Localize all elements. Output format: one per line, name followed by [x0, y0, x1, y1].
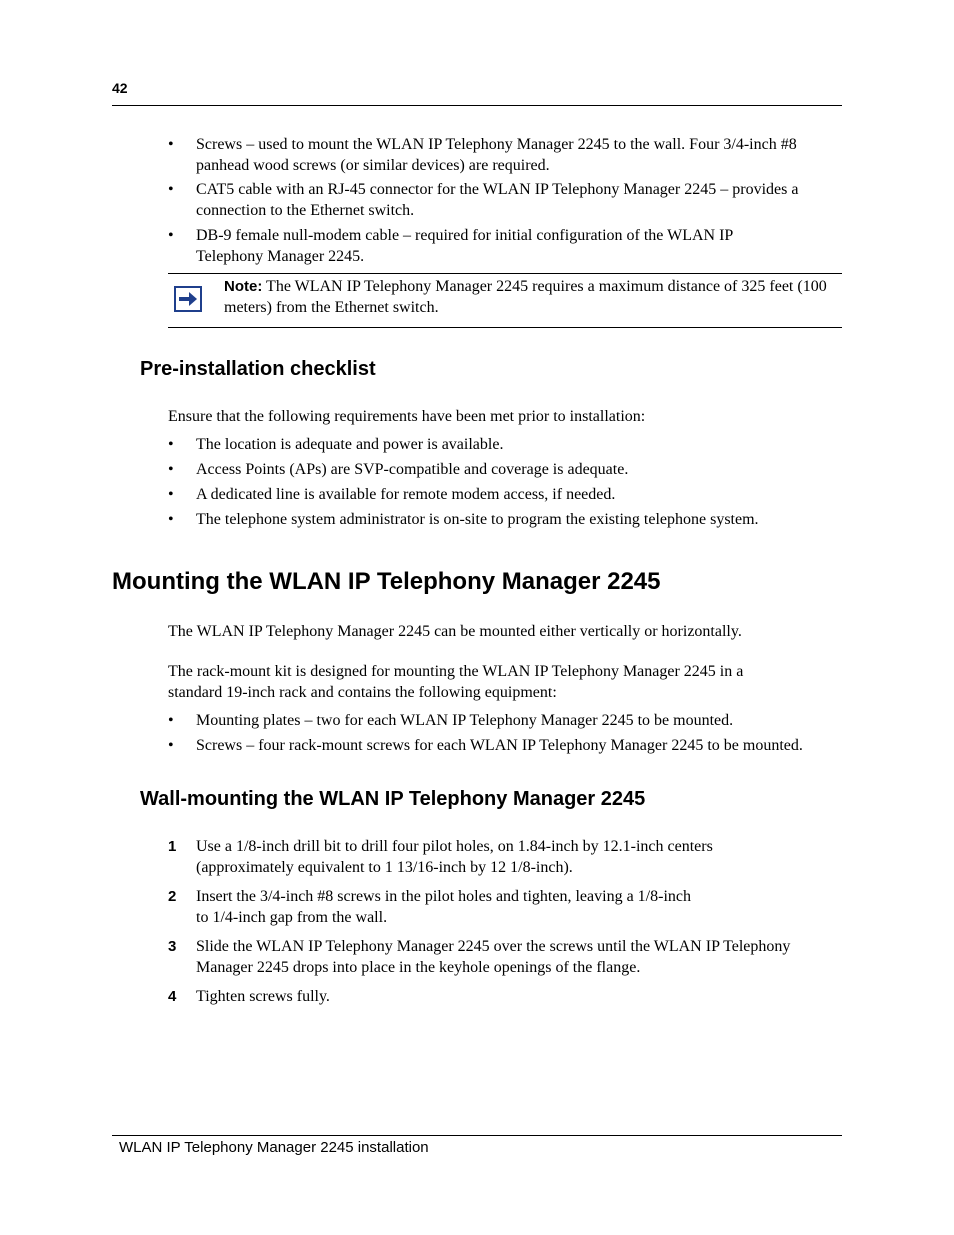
footer-title: WLAN IP Telephony Manager 2245 installation	[119, 1139, 429, 1156]
header-rule	[112, 105, 842, 106]
list-item: • Mounting plates – two for each WLAN IP Telephony Manager 2245 to be mounted.	[168, 710, 842, 731]
list-item: • DB-9 female null-modem cable – required for initial configuration of the WLAN IP Telephony Manager 2245.	[168, 225, 756, 267]
step-text: Slide the WLAN IP Telephony Manager 2245 over the screws until the WLAN IP Telephony Manager 2245 drops into place in the keyhole openings of the flange.	[196, 938, 791, 976]
list-item: • Screws – four rack-mount screws for each WLAN IP Telephony Manager 2245 to be mounted.	[168, 735, 842, 756]
rack-kit-list	[168, 710, 842, 756]
step-item	[168, 886, 696, 928]
list-item: • CAT5 cable with an RJ-45 connector for the WLAN IP Telephony Manager 2245 – provides a connection to the Ethernet switch.	[168, 179, 842, 221]
note-body: The WLAN IP Telephony Manager 2245 requires a maximum distance of 325 feet (100 meters) from the Ethernet switch.	[224, 278, 827, 316]
step-text: Use a 1/8-inch drill bit to drill four pilot holes, on 1.84-inch by 12.1-inch centers (approximately equivalent to 1 13/16-inch by 12 1/8-inch).	[196, 838, 713, 876]
step-item	[168, 986, 842, 1007]
list-item: • A dedicated line is available for remote modem access, if needed.	[168, 484, 842, 505]
checklist-list	[168, 434, 842, 530]
list-item: • Access Points (APs) are SVP-compatible and coverage is adequate.	[168, 459, 842, 480]
mounting-paragraph-1: The WLAN IP Telephony Manager 2245 can be mounted either vertically or horizontally.	[168, 623, 742, 640]
section-heading-mounting: Mounting the WLAN IP Telephony Manager 2245	[112, 568, 661, 595]
note-box	[168, 273, 842, 328]
step-item	[168, 836, 756, 878]
list-item: • The location is adequate and power is available.	[168, 434, 842, 455]
note-label: Note:	[224, 278, 263, 295]
section-heading-wall-mounting: Wall-mounting the WLAN IP Telephony Manager 2245	[140, 788, 646, 810]
list-item: • The telephone system administrator is on-site to program the existing telephone system.	[168, 509, 842, 530]
step-number: 3	[168, 938, 177, 955]
intro-bullet-list	[168, 134, 842, 267]
list-item: • Screws – used to mount the WLAN IP Telephony Manager 2245 to the wall. Four 3/4-inch #8 panhead wood screws (or similar devices) are required.	[168, 134, 842, 176]
page-number: 42	[112, 80, 128, 96]
mounting-paragraph-2: The rack-mount kit is designed for mounting the WLAN IP Telephony Manager 2245 in a standard 19-inch rack and contains the following equipment:	[168, 663, 744, 701]
step-text: Insert the 3/4-inch #8 screws in the pilot holes and tighten, leaving a 1/8-inch to 1/4-inch gap from the wall.	[196, 888, 691, 926]
step-item	[168, 936, 842, 978]
step-text: Tighten screws fully.	[196, 988, 330, 1005]
arrow-right-icon	[174, 286, 202, 312]
wall-mounting-steps	[168, 836, 842, 1007]
step-number: 2	[168, 888, 177, 905]
note-text	[224, 276, 842, 318]
step-number: 1	[168, 838, 177, 855]
footer-rule	[112, 1135, 842, 1136]
step-number: 4	[168, 988, 177, 1005]
checklist-intro: Ensure that the following requirements have been met prior to installation:	[168, 408, 646, 425]
section-heading-checklist: Pre-installation checklist	[140, 358, 376, 380]
